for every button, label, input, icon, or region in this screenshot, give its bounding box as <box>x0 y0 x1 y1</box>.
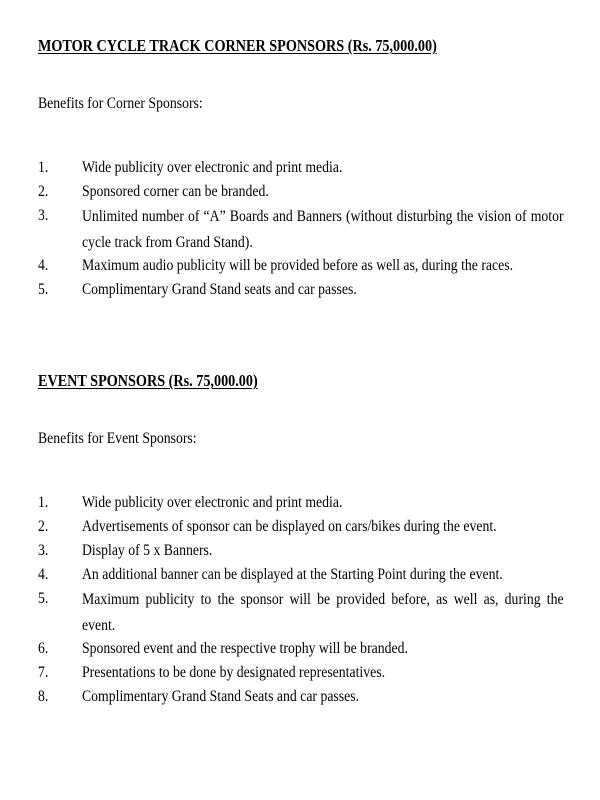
item-number: 4. <box>38 257 49 274</box>
item-number: 3. <box>38 542 49 559</box>
section-heading-corner-sponsors: MOTOR CYCLE TRACK CORNER SPONSORS (Rs. 75,000.00) <box>38 36 437 55</box>
section-heading-event-sponsors: EVENT SPONSORS (Rs. 75,000.00) <box>38 371 258 390</box>
item-text: Wide publicity over electronic and print media. <box>82 494 343 511</box>
list-item <box>38 515 562 539</box>
item-text: Display of 5 x Banners. <box>82 542 213 559</box>
list-item <box>38 587 562 637</box>
item-number: 1. <box>38 494 49 511</box>
item-text: Advertisements of sponsor can be displayed on cars/bikes during the event. <box>82 518 497 535</box>
section-intro-event-sponsors: Benefits for Event Sponsors: <box>38 430 197 447</box>
list-item <box>38 180 562 204</box>
item-text: Complimentary Grand Stand seats and car passes. <box>82 281 357 298</box>
item-number: 6. <box>38 640 49 657</box>
list-item <box>38 254 562 278</box>
item-text: Presentations to be done by designated representatives. <box>82 664 386 681</box>
item-text: Wide publicity over electronic and print media. <box>82 159 343 176</box>
list-item <box>38 637 562 661</box>
benefits-list-event-sponsors <box>38 491 562 709</box>
item-number: 7. <box>38 664 49 681</box>
item-text: Sponsored corner can be branded. <box>82 183 269 200</box>
item-text: Maximum audio publicity will be provided before as well as, during the races. <box>82 257 514 274</box>
list-item <box>38 156 562 180</box>
item-text: Sponsored event and the respective trophy will be branded. <box>82 640 408 657</box>
list-item <box>38 661 562 685</box>
item-number: 1. <box>38 159 49 176</box>
list-item <box>38 563 562 587</box>
item-text: Maximum publicity to the sponsor will be provided before, as well as, during the event. <box>82 591 564 634</box>
item-number: 2. <box>38 518 49 535</box>
list-item <box>38 204 562 254</box>
item-number: 3. <box>38 207 49 224</box>
list-item <box>38 539 562 563</box>
item-number: 2. <box>38 183 49 200</box>
item-text: Complimentary Grand Stand Seats and car passes. <box>82 688 360 705</box>
benefits-list-corner-sponsors <box>38 156 562 302</box>
item-number: 5. <box>38 590 49 607</box>
item-text: Unlimited number of “A” Boards and Banners (without disturbing the vision of motor cycle track from Grand Stand). <box>82 208 564 251</box>
list-item <box>38 685 562 709</box>
list-item <box>38 278 562 302</box>
section-intro-corner-sponsors: Benefits for Corner Sponsors: <box>38 95 203 112</box>
item-number: 8. <box>38 688 49 705</box>
item-number: 5. <box>38 281 49 298</box>
list-item <box>38 491 562 515</box>
item-text: An additional banner can be displayed at the Starting Point during the event. <box>82 566 503 583</box>
item-number: 4. <box>38 566 49 583</box>
